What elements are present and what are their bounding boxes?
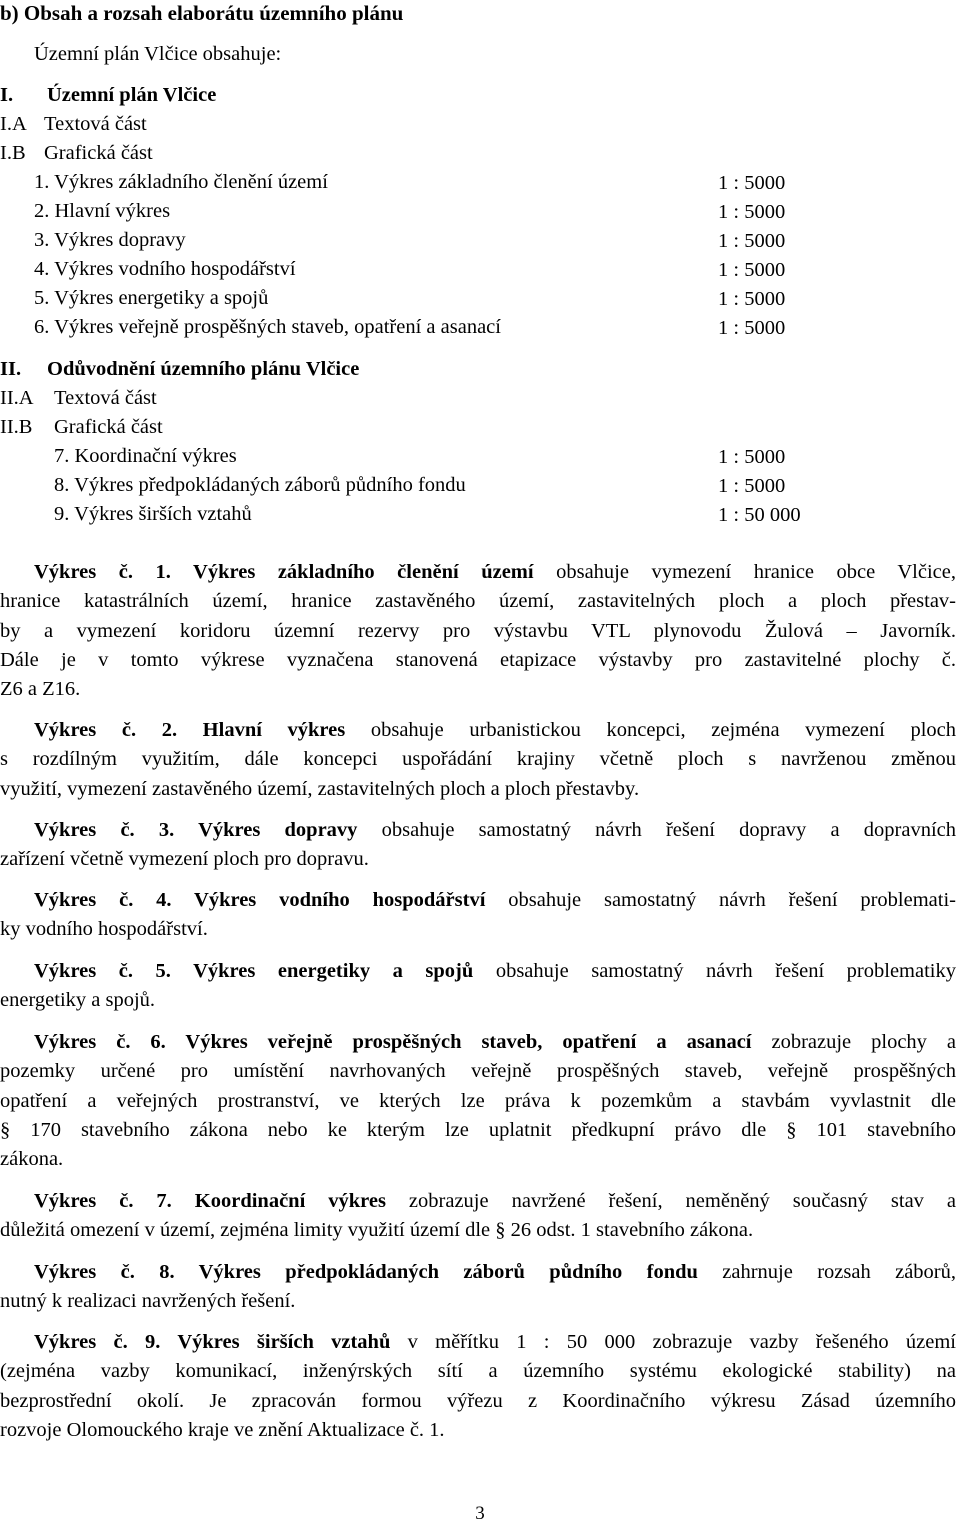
description-line: energetiky a spojů.	[0, 989, 156, 1012]
description-label: Výkres č. 8. Výkres předpokládaných záborů půdního fondu	[34, 1261, 698, 1283]
description-line: zahrnuje rozsah záborů,	[697, 1261, 956, 1283]
description-line: zařízení včetně vymezení ploch pro dopravu.	[0, 848, 369, 871]
description-line: § 170 stavebního zákona nebo ke kterým lze uplatnit předkupní právo dle § 101 stavebního	[0, 1118, 956, 1141]
description-line: zákona.	[0, 1148, 64, 1171]
description-line: obsahuje samostatný návrh řešení dopravy a dopravních	[357, 819, 956, 841]
drawing-scale: 1 : 5000	[718, 201, 786, 223]
description-line: obsahuje vymezení hranice obce Vlčice,	[533, 561, 956, 583]
description-line: obsahuje samostatný návrh řešení problemati-	[485, 889, 956, 911]
drawing-scale: 1 : 5000	[718, 475, 786, 497]
part1-a-label: I.A	[0, 113, 27, 135]
drawing-item: 3. Výkres dopravy	[34, 229, 186, 251]
description-line: s rozdílným využitím, dále koncepci uspořádání krajiny včetně ploch s navrženou změnou	[0, 748, 956, 771]
part2-numeral: II.	[0, 358, 22, 380]
description-line: obsahuje samostatný návrh řešení problematiky	[473, 960, 956, 982]
description-label: Výkres č. 1. Výkres základního členění území	[34, 561, 534, 583]
part1-numeral: I.	[0, 84, 14, 106]
description-line: zobrazuje plochy a	[751, 1031, 956, 1053]
drawing-scale: 1 : 5000	[718, 230, 786, 252]
description-line: rozvoje Olomouckého kraje ve znění Aktualizace č. 1.	[0, 1418, 445, 1441]
drawing-scale: 1 : 50 000	[718, 504, 801, 526]
drawing-item: 4. Výkres vodního hospodářství	[34, 258, 296, 280]
description-line: využití, vymezení zastavěného území, zastavitelných ploch a ploch přestavby.	[0, 777, 640, 800]
drawing-item: 2. Hlavní výkres	[34, 200, 171, 222]
description-paragraph	[0, 957, 956, 1016]
description-line: bezprostřední okolí. Je zpracován formou výřezu z Koordinačního výkresu Zásad územního	[0, 1389, 956, 1412]
part1-title: Územní plán Vlčice	[47, 84, 217, 106]
description-line: by a vymezení koridoru územní rezervy pro výstavbu VTL plynovodu Žulová – Javorník.	[0, 619, 956, 642]
intro-text: Územní plán Vlčice obsahuje:	[34, 43, 282, 65]
description-label: Výkres č. 2. Hlavní výkres	[34, 719, 346, 741]
description-line: hranice katastrálních území, hranice zastavěného území, zastavitelných ploch a ploch přestav-	[0, 590, 956, 613]
description-label: Výkres č. 4. Výkres vodního hospodářství	[34, 889, 486, 911]
description-line: ky vodního hospodářství.	[0, 918, 208, 941]
description-paragraph	[0, 816, 956, 875]
description-label: Výkres č. 7. Koordinační výkres	[34, 1190, 386, 1212]
description-paragraph	[0, 558, 956, 704]
drawing-scale: 1 : 5000	[718, 259, 786, 281]
description-line: obsahuje urbanistickou koncepci, zejména vymezení ploch	[345, 719, 956, 741]
part2-b-title: Grafická část	[54, 416, 163, 438]
page-number: 3	[475, 1503, 485, 1524]
part1-a-title: Textová část	[44, 113, 147, 135]
description-paragraph	[0, 716, 956, 804]
description-label: Výkres č. 9. Výkres širších vztahů	[34, 1331, 391, 1353]
part2-title: Odůvodnění územního plánu Vlčice	[47, 358, 360, 380]
drawing-item: 9. Výkres širších vztahů	[54, 503, 252, 525]
description-label: Výkres č. 5. Výkres energetiky a spojů	[34, 960, 474, 982]
section-heading: b) Obsah a rozsah elaborátu územního plánu	[0, 1, 404, 25]
drawing-item: 7. Koordinační výkres	[54, 445, 237, 467]
description-line: Dále je v tomto výkrese vyznačena stanovená etapizace výstavby pro zastavitelné plochy č.	[0, 648, 956, 671]
description-line: (zejména vazby komunikací, inženýrských sítí a územního systému ekologické stability) na	[0, 1360, 956, 1383]
drawing-item: 1. Výkres základního členění území	[34, 171, 328, 193]
description-paragraph	[0, 1258, 956, 1317]
drawing-item: 5. Výkres energetiky a spojů	[34, 287, 269, 309]
description-label: Výkres č. 3. Výkres dopravy	[34, 819, 358, 841]
description-line: zobrazuje navržené řešení, neměněný současný stav a	[385, 1190, 956, 1212]
description-line: pozemky určené pro umístění navrhovaných veřejně prospěšných staveb, veřejně prospěšných	[0, 1060, 956, 1083]
description-line: nutný k realizaci navržených řešení.	[0, 1290, 296, 1313]
drawing-scale: 1 : 5000	[718, 446, 786, 468]
drawing-item: 8. Výkres předpokládaných záborů půdního fondu	[54, 474, 466, 496]
description-label: Výkres č. 6. Výkres veřejně prospěšných staveb, opatření a asanací	[34, 1031, 752, 1053]
description-paragraph	[0, 1028, 956, 1174]
description-paragraph	[0, 1187, 956, 1246]
description-line: Z6 a Z16.	[0, 678, 81, 701]
part2-a-title: Textová část	[54, 387, 157, 409]
description-line: důležitá omezení v území, zejména limity využití území dle § 26 odst. 1 stavebního zákona.	[0, 1219, 754, 1242]
drawing-item: 6. Výkres veřejně prospěšných staveb, opatření a asanací	[34, 316, 501, 338]
description-paragraph	[0, 1328, 956, 1445]
description-line: v měřítku 1 : 50 000 zobrazuje vazby řešeného území	[390, 1331, 956, 1353]
drawing-scale: 1 : 5000	[718, 172, 786, 194]
part2-a-label: II.A	[0, 387, 34, 409]
drawing-scale: 1 : 5000	[718, 288, 786, 310]
part2-b-label: II.B	[0, 416, 33, 438]
description-paragraph	[0, 886, 956, 945]
description-line: opatření a veřejných prostranství, ve kterých lze práva k pozemkům a stavbám vyvlastnit dle	[0, 1089, 956, 1112]
drawing-scale: 1 : 5000	[718, 317, 786, 339]
part1-b-label: I.B	[0, 142, 26, 164]
part1-b-title: Grafická část	[44, 142, 153, 164]
